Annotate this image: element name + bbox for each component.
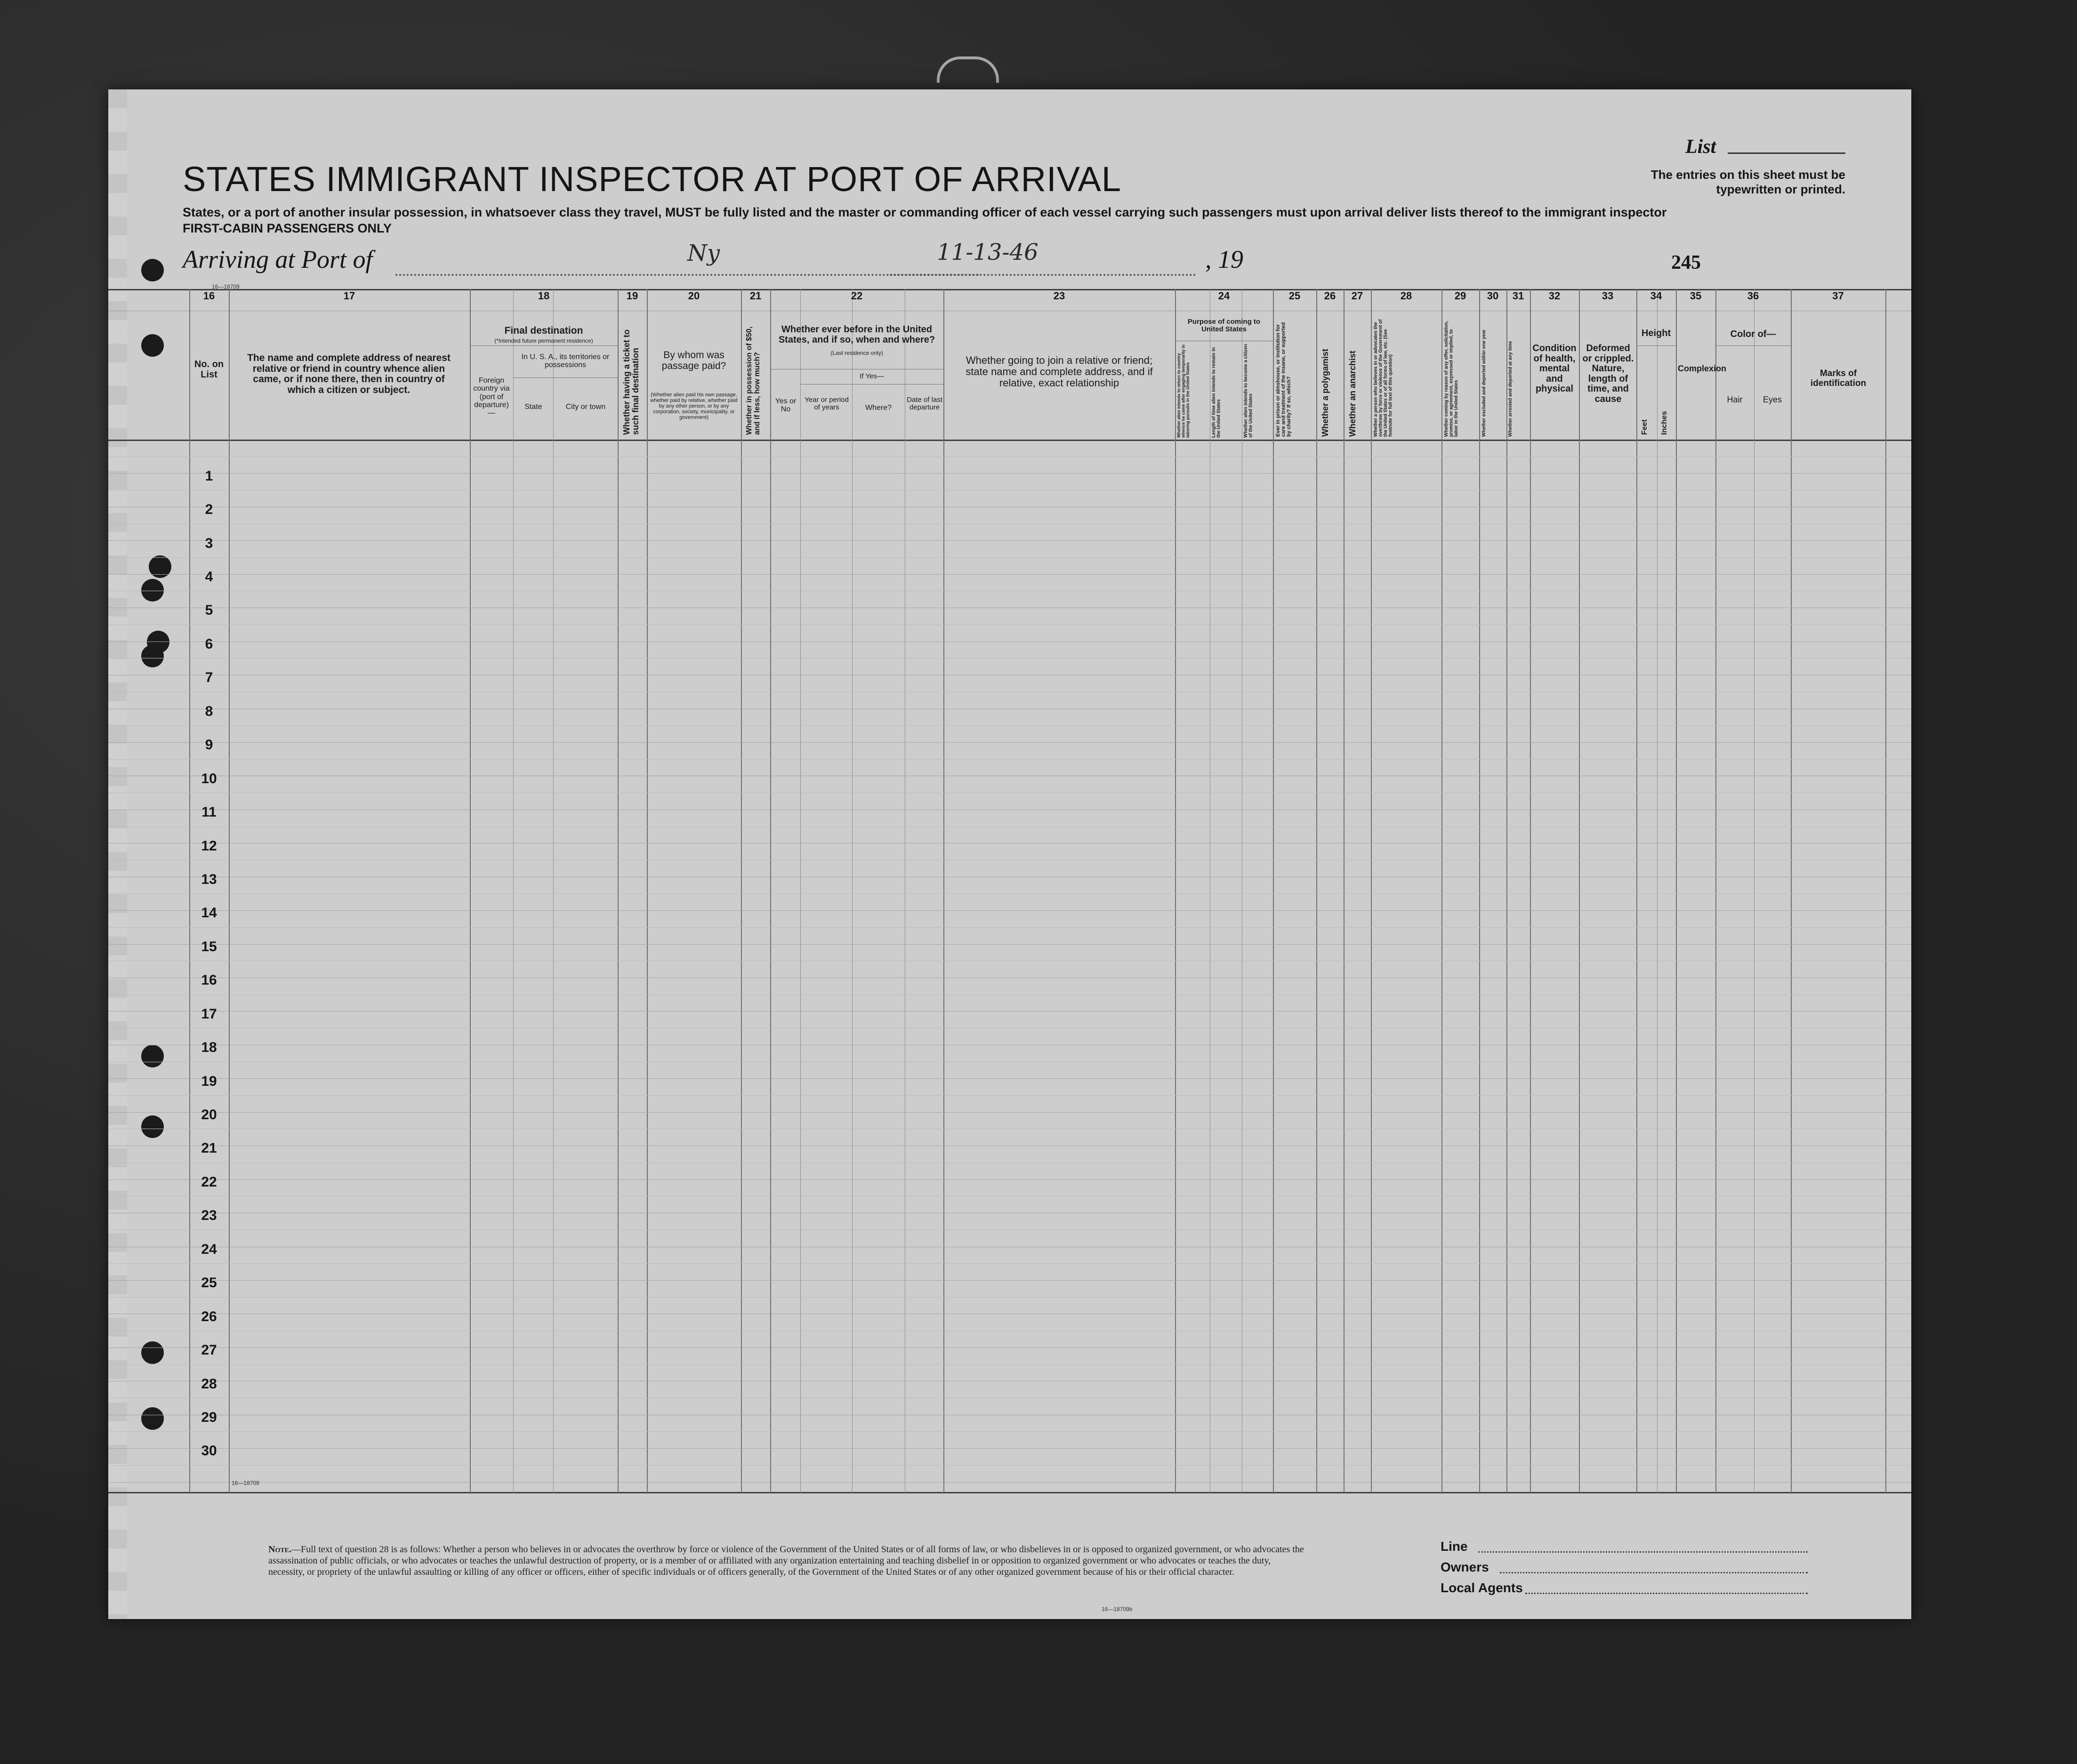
colnum-31: 31 <box>1512 290 1524 302</box>
c36-subrule <box>1715 345 1791 346</box>
col-divider <box>1175 289 1176 1494</box>
colnum-18: 18 <box>538 290 550 302</box>
col-divider <box>741 289 742 1494</box>
row-rule <box>108 1347 1911 1348</box>
row-number: 27 <box>201 1342 217 1358</box>
row-rule <box>108 540 1911 541</box>
c18-usa-subrule <box>513 377 618 378</box>
manifest-sheet <box>108 89 1911 1619</box>
colnum-19: 19 <box>626 290 638 302</box>
col-divider <box>513 289 514 1494</box>
hdr-nearest-relative: The name and complete address of nearest relative or friend in country whence alien came, or if none there, then in country of which a citizen or subject. <box>247 353 451 396</box>
manifest-table <box>108 289 1911 1494</box>
row-number: 1 <box>205 468 213 484</box>
row-number: 29 <box>201 1409 217 1425</box>
hdr-yes-or-no: Yes or No <box>775 397 797 414</box>
hdr-no-on-list: No. on List <box>194 359 224 380</box>
row-number: 16 <box>201 972 217 988</box>
row-number: 22 <box>201 1174 217 1190</box>
hdr-length-of-stay: Length of time alien intends to remain in the United States <box>1211 347 1222 438</box>
col-divider <box>618 289 619 1494</box>
row-rule <box>108 1280 1911 1281</box>
row-rule <box>108 1112 1911 1113</box>
row-number: 18 <box>201 1040 217 1056</box>
hdr-last-residence: (Last residence only) <box>830 350 883 356</box>
form-number-bottom: 16—18709 <box>232 1480 259 1486</box>
col-divider <box>1506 289 1507 1494</box>
colnum-37: 37 <box>1832 290 1844 302</box>
hdr-passage-paid: By whom was passage paid? <box>661 350 726 371</box>
col-divider <box>1441 289 1442 1494</box>
row-rule <box>108 574 1911 575</box>
row-number: 14 <box>201 905 217 921</box>
row-rule <box>108 641 1911 642</box>
hdr-ever-before: Whether ever before in the United States, and if so, when and where? <box>778 324 935 345</box>
hdr-eyes: Eyes <box>1763 395 1782 404</box>
row-rule <box>108 944 1911 945</box>
col-divider <box>1715 289 1716 1494</box>
col-divider <box>1371 289 1372 1494</box>
row-number: 15 <box>201 938 217 954</box>
hdr-feet: Feet <box>1641 419 1649 435</box>
hdr-anarchist: Whether an anarchist <box>1348 350 1357 437</box>
row-number: 20 <box>201 1107 217 1123</box>
row-number: 25 <box>201 1275 217 1291</box>
col-divider <box>770 289 771 1494</box>
list-number-field[interactable] <box>1728 152 1845 154</box>
row-number: 10 <box>201 770 217 786</box>
passenger-class-line: FIRST-CABIN PASSENGERS ONLY <box>183 221 392 235</box>
colnum-23: 23 <box>1053 290 1065 302</box>
row-number: 17 <box>201 1006 217 1022</box>
form-number-top: 16—18709 <box>212 283 240 290</box>
hdr-foreign-country: Foreign country via (port of departure)— <box>473 377 510 417</box>
col-divider <box>1530 289 1531 1494</box>
row-rule <box>108 1431 1911 1432</box>
colnum-28: 28 <box>1400 290 1412 302</box>
col-divider <box>470 289 471 1494</box>
row-rule <box>108 725 1911 726</box>
row-number: 13 <box>201 871 217 887</box>
hdr-overthrow: Whether a person who believes in or advocates the overthrow by force or violence of the Government of the United States or of all forms of law, etc. (See footnote for full text of this question) <box>1373 319 1393 437</box>
hdr-complexion: Complexion <box>1678 364 1727 373</box>
date-handwritten: 11-13-46 <box>937 239 1038 265</box>
row-number: 8 <box>205 703 213 719</box>
c34-subrule <box>1636 345 1676 346</box>
col-divider <box>1657 289 1658 1494</box>
col-divider <box>553 289 554 1494</box>
hdr-hair: Hair <box>1727 395 1743 404</box>
hdr-prison: Ever in prison or almshouse, or institution for care and treatment of the insane, or supported by charity? If so, which? <box>1275 322 1292 437</box>
c18-subrule <box>470 345 618 346</box>
footer-form-number: 16—18709b <box>1102 1606 1133 1612</box>
row-number: 21 <box>201 1140 217 1156</box>
year-label: , 19 <box>1205 245 1243 273</box>
row-number: 28 <box>201 1376 217 1392</box>
hdr-inches: Inches <box>1660 411 1668 435</box>
hdr-possession-50: Whether in possession of $50, and if less, how much? <box>745 326 761 435</box>
row-number: 24 <box>201 1241 217 1257</box>
col-divider <box>1273 289 1274 1494</box>
page-title: STATES IMMIGRANT INSPECTOR AT PORT OF ARRIVAL <box>183 160 1122 199</box>
col-divider <box>800 289 801 1494</box>
arriving-port-label: Arriving at Port of <box>183 245 373 273</box>
hdr-period: Year or period of years <box>805 396 849 412</box>
colnum-36: 36 <box>1747 290 1759 302</box>
row-rule <box>108 893 1911 894</box>
row-number: 26 <box>201 1308 217 1324</box>
hdr-final-destination: Final destination <box>504 325 583 336</box>
colnum-25: 25 <box>1288 290 1301 302</box>
row-rule <box>108 1297 1911 1298</box>
row-number: 4 <box>205 569 213 585</box>
row-number: 2 <box>205 502 213 518</box>
hdr-health: Condition of health, mental and physical <box>1532 343 1577 394</box>
hdr-if-yes: If Yes— <box>860 372 884 380</box>
colnum-24: 24 <box>1218 290 1230 302</box>
date-field-line <box>890 274 1196 276</box>
hdr-polygamist: Whether a polygamist <box>1320 348 1330 437</box>
row-rule <box>108 826 1911 827</box>
table-bottom-rule <box>108 1492 1911 1493</box>
col-divider <box>852 289 853 1494</box>
row-number: 30 <box>201 1443 217 1459</box>
hdr-arrested: Whether arrested and deported at any time <box>1508 341 1513 437</box>
row-rule <box>108 1448 1911 1449</box>
hdr-excluded: Whether excluded and deported within one year <box>1481 329 1487 437</box>
row-rule <box>108 742 1911 743</box>
hdr-ticket: Whether having a ticket to such final destination <box>622 329 640 435</box>
row-number: 7 <box>205 670 213 686</box>
line-label: Line <box>1441 1539 1468 1554</box>
colnum-30: 30 <box>1487 290 1499 302</box>
hdr-where: Where? <box>865 404 892 412</box>
hdr-color-of: Color of— <box>1730 329 1776 339</box>
row-rule <box>108 994 1911 995</box>
row-rule <box>108 1482 1911 1483</box>
col-divider <box>1316 289 1317 1494</box>
row-rule <box>108 759 1911 760</box>
instructions-line: States, or a port of another insular possession, in whatsoever class they travel, MUST be fully listed and the master or commanding officer of each vessel carrying such passengers must upon arrival deliver lists thereof to the immigrant inspector <box>183 205 1667 219</box>
hdr-offer-labor: Whether coming by reason of any offer, solicitation, promise, or agreement, expressed or implied, to labor in the United States <box>1444 321 1459 437</box>
hdr-return-intent: Whether alien intends to return to country whence he came after engaging temporarily in laboring pursuits in the United States <box>1176 344 1190 438</box>
hdr-join-relative: Whether going to join a relative or friend; state name and complete address, and if relative, exact relationship <box>966 354 1153 389</box>
hdr-last-departure: Date of last departure <box>907 396 942 412</box>
punch-hole <box>141 259 164 281</box>
col-divider <box>229 289 230 1494</box>
colnum-16: 16 <box>203 290 215 302</box>
footnote-label: Note. <box>268 1544 292 1555</box>
row-rule <box>108 557 1911 558</box>
hdr-passage-note: (Whether alien paid his own passage, whether paid by relative, whether paid by any other person, or by any corporation, society, municipality, or government) <box>650 392 738 420</box>
port-handwritten: Ny <box>687 240 720 266</box>
row-number: 11 <box>201 804 217 820</box>
owners-field[interactable] <box>1500 1572 1808 1573</box>
row-rule <box>108 1465 1911 1466</box>
hdr-height: Height <box>1641 328 1671 338</box>
footnote-text: —Full text of question 28 is as follows: Whether a person who believes in or advocates the overthrow by force or violence of the Government of the United States or of all forms of law, or who disbelieves in or is opposed to organized government, or who advocates the assassination of public officials, or who advocates or teaches the unlawful destruction of property, or is a member of or affiliated with any organization entertaining and teaching disbelief in or opposition to organized government or who advocates or teaches the duty, necessity, or propriety of the unlawful assaulting or killing of any officer or officers, either of specific individuals or of officers generally, of the Government of the United States or of any other organized government because of his or their official character. <box>268 1544 1304 1577</box>
colnum-21: 21 <box>749 290 762 302</box>
row-number: 9 <box>205 737 213 753</box>
row-rule <box>108 927 1911 928</box>
colnum-34: 34 <box>1650 290 1662 302</box>
colnum-32: 32 <box>1548 290 1561 302</box>
col-divider <box>943 289 944 1494</box>
col-divider <box>1754 289 1755 1494</box>
colnum-26: 26 <box>1324 290 1336 302</box>
colnum-22: 22 <box>851 290 863 302</box>
hdr-final-destination-note: (*Intended future permanent residence) <box>494 337 593 344</box>
col-divider <box>1676 289 1677 1494</box>
colnum-35: 35 <box>1690 290 1702 302</box>
colnum-29: 29 <box>1454 290 1466 302</box>
col-divider <box>1885 289 1886 1494</box>
row-rule <box>108 1364 1911 1365</box>
row-number: 19 <box>201 1073 217 1089</box>
hdr-marks: Marks of identification <box>1810 369 1867 388</box>
col-divider <box>1636 289 1637 1494</box>
sheet-number: 245 <box>1671 252 1701 273</box>
row-rule <box>108 1263 1911 1264</box>
row-number: 6 <box>205 636 213 652</box>
row-rule <box>108 1078 1911 1079</box>
hdr-purpose: Purpose of coming to United States <box>1187 318 1261 334</box>
local-agents-label: Local Agents <box>1441 1580 1523 1595</box>
row-number: 12 <box>201 838 217 854</box>
header-bottom-rule <box>108 440 1911 441</box>
typewritten-notice: The entries on this sheet must be typewritten or printed. <box>1650 168 1845 196</box>
local-agents-field[interactable] <box>1525 1593 1808 1594</box>
col-divider <box>1479 289 1480 1494</box>
colnum-33: 33 <box>1602 290 1614 302</box>
colnum-27: 27 <box>1351 290 1363 302</box>
hdr-deformed: Deformed or crippled. Nature, length of time, and cause <box>1582 343 1634 404</box>
col-divider <box>1579 289 1580 1494</box>
row-rule <box>108 1179 1911 1180</box>
col-divider <box>647 289 648 1494</box>
hdr-city-or-town: City or town <box>565 403 606 411</box>
footnote <box>268 1544 1304 1578</box>
row-rule <box>108 910 1911 911</box>
c22-ifyes-subrule <box>800 384 943 385</box>
hdr-in-usa: In U. S. A., its territories or possessions <box>521 353 610 369</box>
list-label: List <box>1685 136 1716 158</box>
hdr-citizen-intent: Whether alien intends to become a citizen of the United States <box>1243 344 1254 438</box>
row-rule <box>108 1095 1911 1096</box>
row-number: 5 <box>205 602 213 618</box>
col-divider <box>1791 289 1792 1494</box>
row-number: 23 <box>201 1208 217 1224</box>
colnum-20: 20 <box>688 290 700 302</box>
line-field[interactable] <box>1478 1551 1808 1553</box>
row-number: 3 <box>205 535 213 551</box>
colnum-17: 17 <box>343 290 355 302</box>
owners-label: Owners <box>1441 1560 1489 1574</box>
hdr-state: State <box>524 403 542 411</box>
